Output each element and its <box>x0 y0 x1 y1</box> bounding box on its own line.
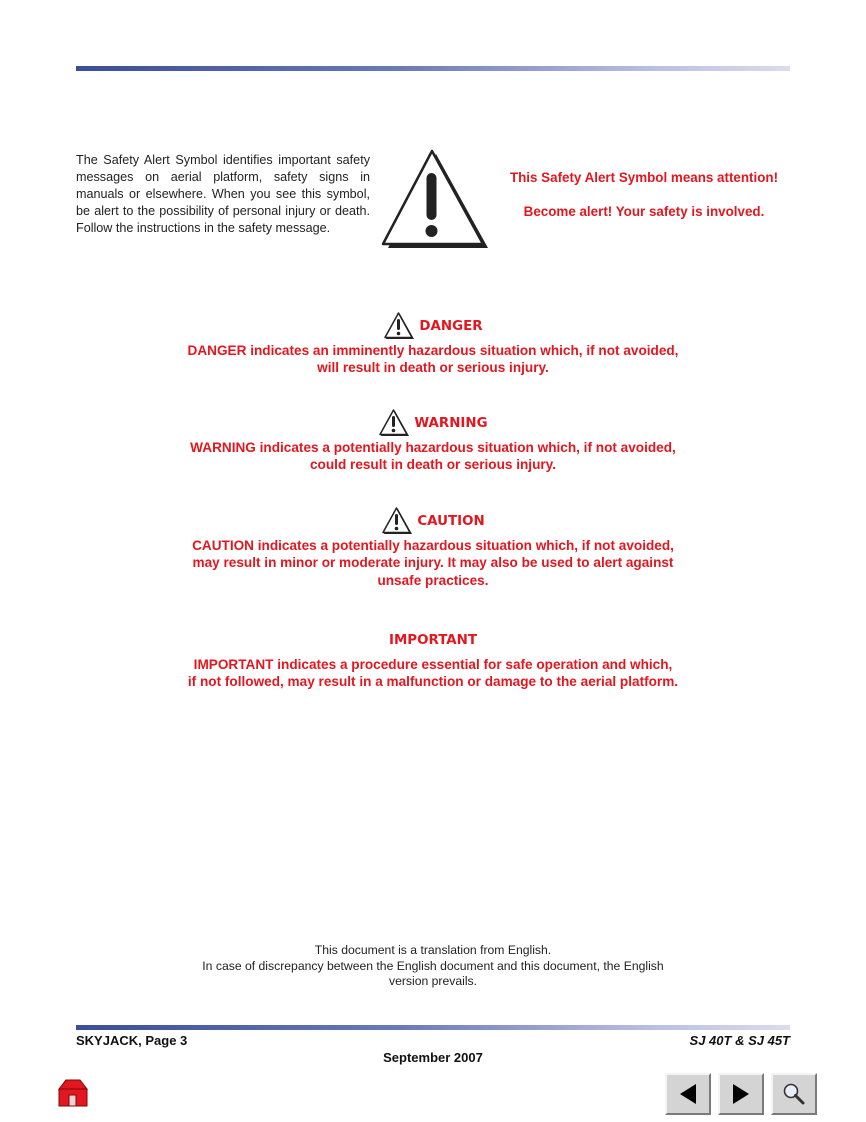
next-page-button[interactable] <box>718 1073 764 1115</box>
translation-line-1: This document is a translation from English. <box>314 943 552 957</box>
magnifier-icon <box>782 1082 806 1106</box>
home-icon[interactable] <box>58 1077 88 1107</box>
alert-become-text: Become alert! Your safety is involved. <box>523 204 765 219</box>
translation-line-3: version prevails. <box>388 974 478 989</box>
alert-meaning-text: This Safety Alert Symbol means attention! <box>509 170 779 185</box>
warning-signal-word: WARNING <box>414 415 488 431</box>
warning-description <box>150 439 716 474</box>
caution-description <box>150 537 716 589</box>
safety-alert-triangle-icon <box>381 506 413 536</box>
danger-line-2: will result in death or serious injury. <box>317 360 549 376</box>
triangle-left-icon <box>678 1083 698 1105</box>
footer-rule <box>76 1025 790 1030</box>
footer-model-label: SJ 40T & SJ 45T <box>689 1033 790 1048</box>
translation-line-2: In case of discrepancy between the English document and this document, the English <box>202 958 664 973</box>
triangle-right-icon <box>731 1083 751 1105</box>
danger-line-1: DANGER indicates an imminently hazardous situation which, if not avoided, <box>187 343 679 358</box>
caution-heading <box>150 505 716 537</box>
warning-line-2: could result in death or serious injury. <box>310 457 556 473</box>
warning-section <box>150 407 716 474</box>
header-rule <box>76 66 790 71</box>
warning-heading <box>150 407 716 439</box>
intro-paragraph: The Safety Alert Symbol identifies important safety messages on aerial platform, safety signs in manuals or elsewhere. When you see this symbol, be alert to the possibility of personal injury or death. Follow the instructions in the safety message. <box>76 153 370 236</box>
safety-alert-symbol-icon <box>380 148 490 252</box>
footer-date: September 2007 <box>383 1050 483 1065</box>
caution-signal-word: CAUTION <box>417 513 485 529</box>
safety-alert-triangle-icon <box>383 311 415 341</box>
danger-heading <box>150 310 716 342</box>
caution-line-1: CAUTION indicates a potentially hazardous situation which, if not avoided, <box>192 538 674 553</box>
danger-section <box>150 310 716 377</box>
footer-page-label: SKYJACK, Page 3 <box>76 1033 188 1048</box>
caution-section <box>150 505 716 589</box>
important-signal-word: IMPORTANT <box>388 632 477 648</box>
warning-line-1: WARNING indicates a potentially hazardous situation which, if not avoided, <box>190 440 676 455</box>
important-section <box>150 624 716 691</box>
danger-signal-word: DANGER <box>419 318 483 334</box>
translation-notice <box>150 943 716 990</box>
previous-page-button[interactable] <box>665 1073 711 1115</box>
danger-description <box>150 342 716 377</box>
safety-alert-triangle-icon <box>378 408 410 438</box>
search-button[interactable] <box>771 1073 817 1115</box>
caution-line-2: may result in minor or moderate injury. It may also be used to alert against <box>192 555 674 571</box>
important-heading <box>150 624 716 656</box>
caution-line-3: unsafe practices. <box>377 572 489 588</box>
important-line-2: if not followed, may result in a malfunction or damage to the aerial platform. <box>187 674 679 690</box>
important-line-1: IMPORTANT indicates a procedure essential for safe operation and which, <box>193 657 673 672</box>
important-description <box>150 656 716 691</box>
